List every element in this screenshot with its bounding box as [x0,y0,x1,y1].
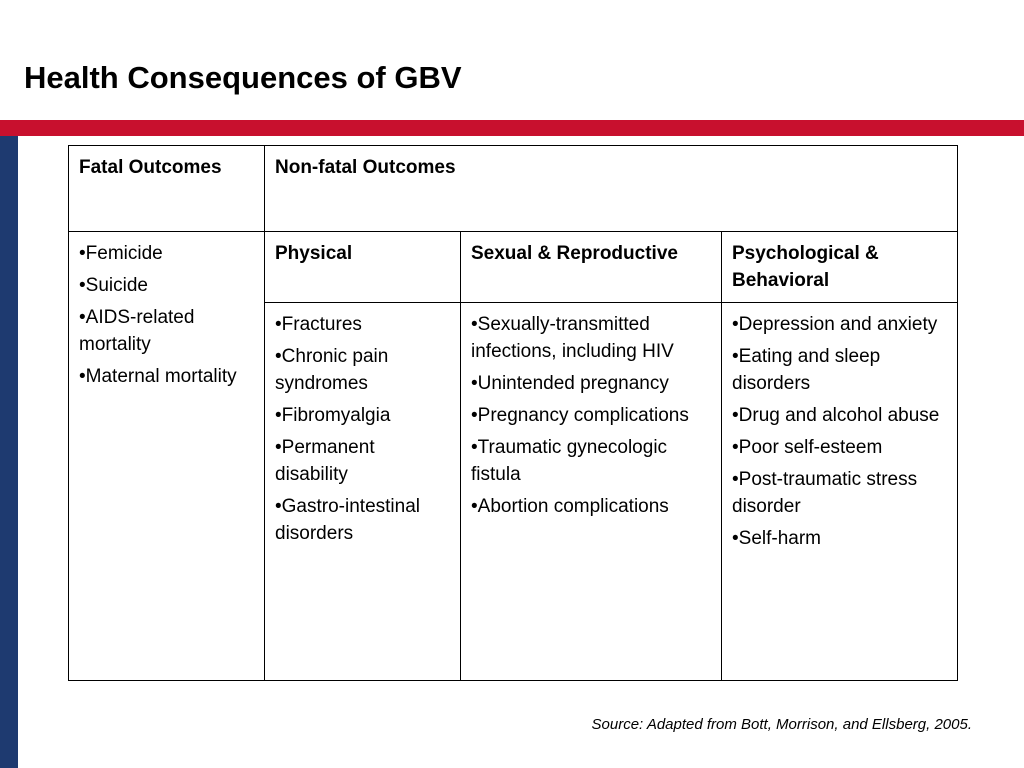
list-item: •Eating and sleep disorders [732,346,881,394]
red-accent-bar [0,120,1024,136]
list-item: •Fibromyalgia [275,405,391,426]
list-item: •Post-traumatic stress disorder [732,469,918,517]
outcomes-table [68,145,958,681]
list-item: •Depression and anxiety [732,314,938,335]
list-item: •Abortion complications [471,496,669,517]
list-item: •Unintended pregnancy [471,373,669,394]
fatal-outcomes-list [79,240,254,390]
physical-header: Physical [265,232,461,303]
sexual-reproductive-cell [461,303,722,681]
list-item: •Drug and alcohol abuse [732,405,940,426]
list-item: •Suicide [79,275,148,296]
blue-accent-bar [0,136,18,768]
psychological-behavioral-cell [722,303,958,681]
list-item: •Permanent disability [275,437,375,485]
list-item: •Maternal mortality [79,366,237,387]
source-citation: Source: Adapted from Bott, Morrison, and Ellsberg, 2005. [591,716,972,733]
list-item: •Pregnancy complications [471,405,689,426]
sexual-reproductive-header: Sexual & Reproductive [461,232,722,303]
list-item: •AIDS-related mortality [79,307,195,355]
nonfatal-outcomes-header: Non-fatal Outcomes [265,146,958,232]
list-item: •Poor self-esteem [732,437,883,458]
list-item: •Self-harm [732,528,822,549]
psychological-behavioral-list [732,311,947,552]
list-item: •Sexually-transmitted infections, including HIV [471,314,674,362]
psychological-behavioral-header: Psychological & Behavioral [722,232,958,303]
physical-cell [265,303,461,681]
physical-list [275,311,450,547]
table-row [69,232,958,303]
list-item: •Fractures [275,314,362,335]
list-item: •Chronic pain syndromes [275,346,389,394]
list-item: •Femicide [79,243,163,264]
table-row [69,146,958,232]
sexual-reproductive-list [471,311,711,520]
list-item: •Traumatic gynecologic fistula [471,437,668,485]
list-item: •Gastro-intestinal disorders [275,496,420,544]
fatal-outcomes-header: Fatal Outcomes [69,146,265,232]
slide-title: Health Consequences of GBV [24,60,462,95]
fatal-outcomes-cell [69,232,265,681]
